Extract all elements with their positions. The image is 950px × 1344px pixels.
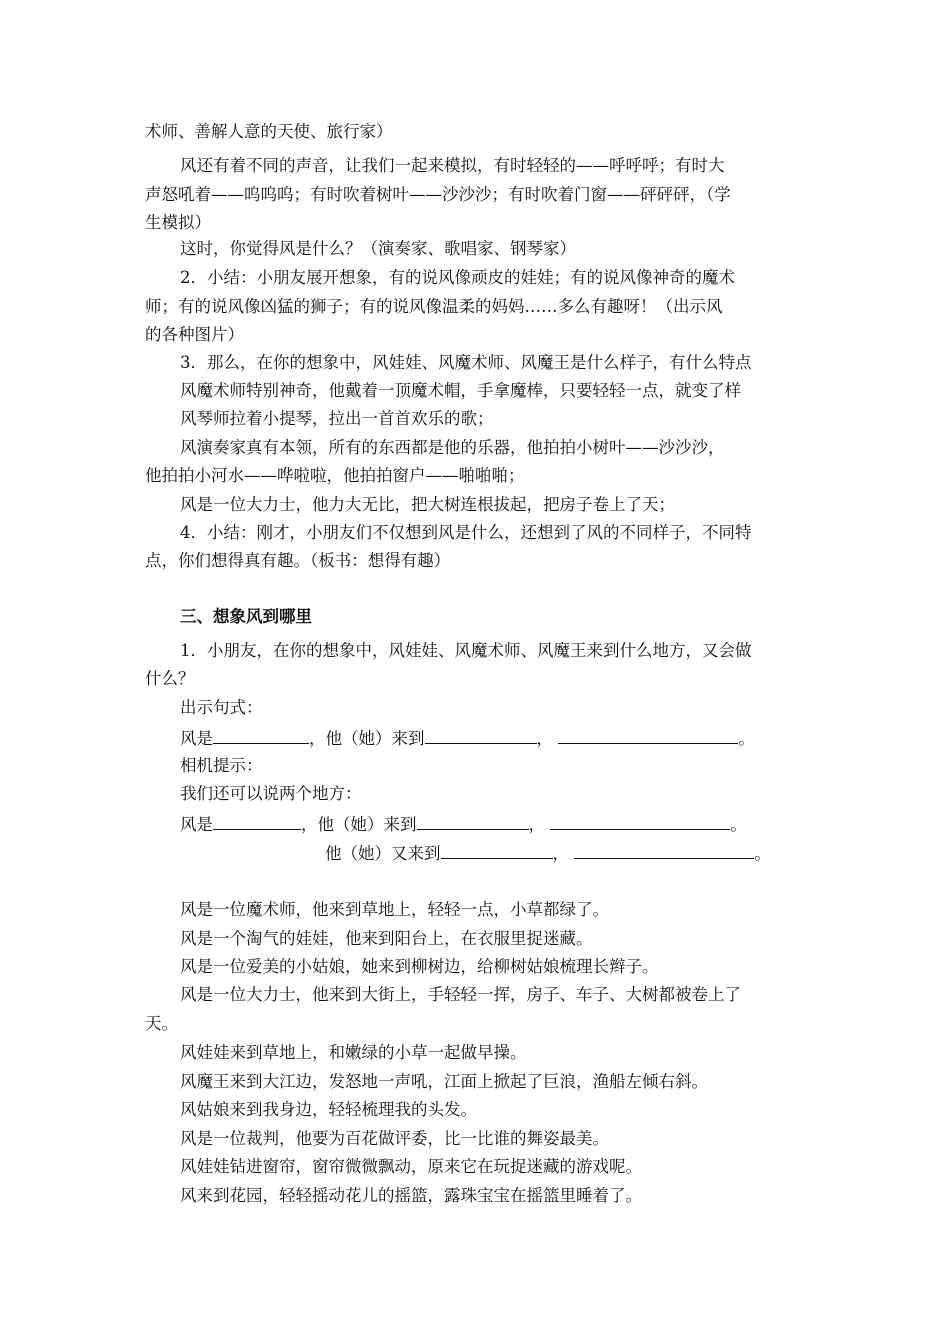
example-line: 风是一位魔术师，他来到草地上，轻轻一点，小草都绿了。 [180,900,609,919]
text-line: 师；有的说风像凶猛的狮子；有的说风像温柔的妈妈……多么有趣呀！（出示风 [145,297,723,316]
pattern-text: 风是 [180,815,213,834]
pattern-text: 他（她）又来到 [325,844,441,863]
example-line: 风来到花园，轻轻摇动花儿的摇篮，露珠宝宝在摇篮里睡着了。 [180,1186,642,1205]
text-line: 术师、善解人意的天使、旅行家） [145,122,393,141]
pattern-text: 风是 [180,729,213,748]
pattern-text: ，他（她）来到 [301,815,417,834]
example-line: 风是一位裁判，他要为百花做评委，比一比谁的舞姿最美。 [180,1129,609,1148]
example-line: 风是一个淘气的娃娃，他来到阳台上，在衣服里捉迷藏。 [180,929,593,948]
text-line: 2．小结：小朋友展开想象，有的说风像顽皮的娃娃；有的说风像神奇的魔术 [180,268,735,287]
sentence-pattern [180,811,747,835]
pattern-text: ， [552,844,569,863]
text-line: 4．小结：刚才，小朋友们不仅想到风是什么，还想到了风的不同样子，不同特 [180,523,752,542]
example-line: 风姑娘来到我身边，轻轻梳理我的头发。 [180,1100,477,1119]
fill-blank [213,725,309,744]
text-line: 的各种图片） [145,325,244,344]
text-line: 1．小朋友，在你的想象中，风娃娃、风魔术师、风魔王来到什么地方，又会做 [180,641,752,660]
pattern-text: ， [528,815,545,834]
example-line: 天。 [145,1014,178,1033]
example-line: 风娃娃来到草地上，和嫩绿的小草一起做早操。 [180,1043,527,1062]
text-line: 出示句式： [180,698,263,717]
text-line: 这时，你觉得风是什么？（演奏家、歌唱家、钢琴家） [180,239,576,258]
pattern-text: ，他（她）来到 [309,729,425,748]
text-line: 点，你们想得真有趣。（板书：想得有趣） [145,551,451,570]
example-line: 风是一位爱美的小姑娘，她来到柳树边，给柳树姑娘梳理长辫子。 [180,957,659,976]
fill-blank [213,811,301,830]
text-line: 风琴师拉着小提琴，拉出一首首欢乐的歌； [180,409,494,428]
pattern-text: 。 [754,844,771,863]
fill-blank [558,725,738,744]
fill-blank [574,840,754,859]
pattern-text: 。 [738,729,755,748]
section-heading: 三、想象风到哪里 [180,607,312,626]
sentence-pattern [180,725,755,749]
text-line: 风还有着不同的声音，让我们一起来模拟，有时轻轻的——呼呼呼；有时大 [180,156,725,175]
fill-blank [425,725,537,744]
example-line: 风是一位大力士，他来到大街上，手轻轻一挥，房子、车子、大树都被卷上了 [180,985,741,1004]
pattern-text: 。 [730,815,747,834]
text-line: 风是一位大力士，他力大无比，把大树连根拔起，把房子卷上了天； [180,495,675,514]
text-line: 风魔术师特别神奇，他戴着一顶魔术帽，手拿魔棒，只要轻轻一点，就变了样 [180,381,741,400]
text-line: 相机提示： [180,756,263,775]
text-line: 风演奏家真有本领，所有的东西都是他的乐器，他拍拍小树叶——沙沙沙， [180,438,725,457]
example-line: 风魔王来到大江边，发怒地一声吼，江面上掀起了巨浪，渔船左倾右斜。 [180,1072,708,1091]
text-line: 什么？ [145,669,195,688]
text-line: 3．那么，在你的想象中，风娃娃、风魔术师、风魔王是什么样子，有什么特点 [180,353,752,372]
sentence-pattern [325,840,771,864]
text-line: 生模拟） [145,213,211,232]
text-line: 他拍拍小河水——哗啦啦，他拍拍窗户——啪啪啪； [145,466,525,485]
text-line: 声怒吼着——呜呜呜；有时吹着树叶——沙沙沙；有时吹着门窗——砰砰砰，（学 [145,185,731,204]
pattern-text: ， [536,729,553,748]
text-line: 我们还可以说两个地方： [180,784,362,803]
fill-blank [417,811,529,830]
fill-blank [550,811,730,830]
example-line: 风娃娃钻进窗帘，窗帘微微飘动，原来它在玩捉迷藏的游戏呢。 [180,1157,642,1176]
fill-blank [441,840,553,859]
